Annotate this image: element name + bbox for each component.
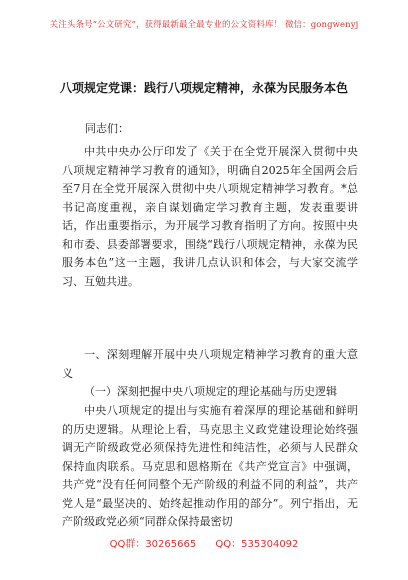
section-heading-text: 一、深刻理解开展中央八项规定精神学习教育的重大意义 bbox=[62, 348, 358, 380]
paragraph-intro bbox=[62, 143, 358, 291]
footer-qq-group: QQ群：30265665 bbox=[109, 539, 197, 550]
subsection-heading bbox=[62, 383, 358, 402]
document-title: 八项规定党课：践行八项规定精神，永葆为民服务本色 bbox=[59, 81, 348, 95]
salutation: 同志们： bbox=[85, 122, 129, 135]
subsection-heading-text: （一）深刻把握中央八项规定的理论基础与历史逻辑 bbox=[84, 385, 337, 398]
paragraph-body bbox=[62, 402, 358, 532]
footer-contact bbox=[0, 535, 408, 550]
footer-qq: QQ：535304092 bbox=[215, 539, 299, 550]
section-heading bbox=[62, 346, 358, 383]
paragraph-text: 中央八项规定的提出与实施有着深厚的理论基础和鲜明的历史逻辑。从理论上看，马克思主义政党建设理论始终强调无产阶级政党必须保持先进性和纯洁性，必须与人民群众保持血肉联系。马克思和恩格斯在《共产党宣言》中强调，共产党“没有任何同整个无产阶级的利益不同的利益”，共产党人是“最坚决的、始终起推动作用的部分”。列宁指出，无产阶级政党必须“同群众保持最密切 bbox=[62, 404, 358, 528]
paragraph-text: 中共中央办公厅印发了《关于在全党开展深入贯彻中央八项规定精神学习教育的通知》，明确自2025年全国两会后至7月在全党开展深入贯彻中央八项规定精神学习教育。*总书记高度重视，亲自谋划确定学习教育主题，发表重要讲话，作出重要指示，为开展学习教育指明了方向。按照中央和市委、县委部署要求，围绕“践行八项规定精神，永葆为民服务本色”这一主题，我讲几点认识和体会，与大家交流学习、互勉共进。 bbox=[62, 145, 358, 288]
header-banner: 关注头条号“公文研究”，获得最新最全最专业的公文资料库！ 微信：gongwenyj bbox=[49, 20, 359, 30]
